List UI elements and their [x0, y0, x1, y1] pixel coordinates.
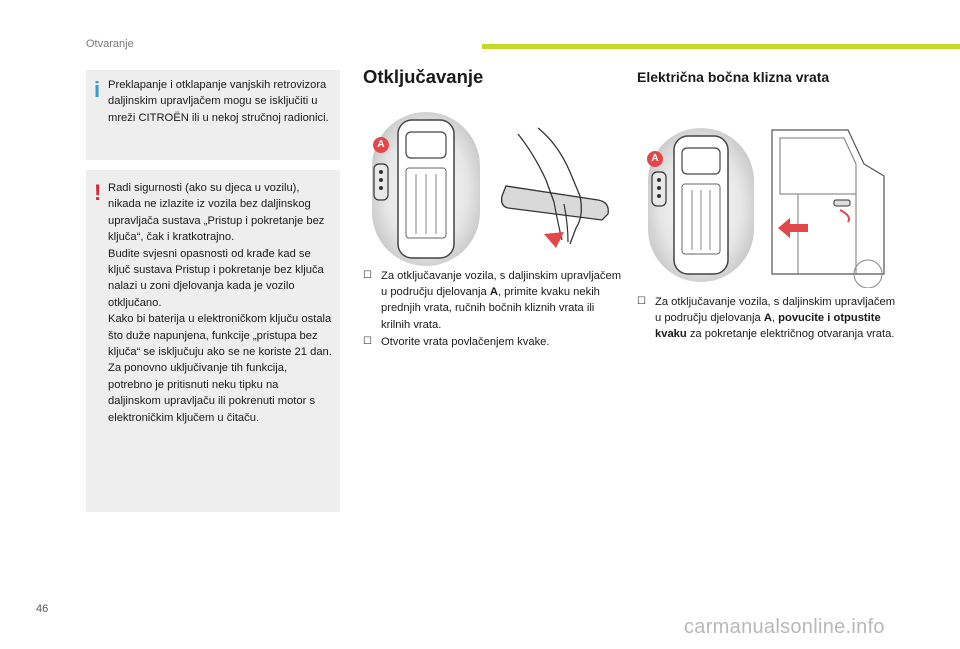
warning-icon: !	[94, 180, 102, 205]
unlocking-title: Otključavanje	[363, 66, 484, 87]
checkbox-bullet-icon: ☐	[363, 270, 372, 281]
watermark: carmanualsonline.info	[684, 616, 885, 638]
sliding-door-illustration	[768, 124, 888, 288]
info-text: Preklapanje i otklapanje vanjskih retrovizora daljinskim upravljačem mogu se isključiti u mreži CITROËN ili u nekoj stručnoj radionici.	[108, 79, 329, 124]
zone-a-marker: A	[373, 137, 389, 153]
step-text-mid: ,	[771, 312, 779, 325]
step-bold: A	[763, 312, 772, 325]
unlocking-steps	[363, 268, 621, 351]
header-section-label: Otvaranje	[86, 38, 134, 50]
step-text: Za otključavanje vozila, s daljinskim upravljačem u području djelovanja	[381, 270, 622, 299]
checkbox-bullet-icon: ☐	[363, 335, 372, 347]
vehicle-zone-illustration-2	[640, 126, 758, 286]
step-bold-2: povucite i otpustite kvaku	[655, 312, 881, 341]
step-bold: A	[489, 286, 498, 299]
warning-paragraph-4: Za ponovno uključivanje tih funkcija, potrebno je pritisnuti neku tipku na daljinskom upravljaču ili pokrenuti motor s elektroničkim ključem u čitaču.	[108, 362, 316, 424]
vehicle-zone-illustration	[362, 108, 484, 268]
sliding-door-steps	[637, 294, 897, 344]
warning-box	[86, 170, 340, 512]
hand-door-handle-illustration	[498, 124, 614, 250]
warning-paragraph-3: Kako bi baterija u elektroničkom ključu ostala što duže napunjena, funkcije „pristupa bez ključa“ se isključuju ako se ne koriste 21 dan.	[108, 313, 332, 359]
sliding-door-title: Električna bočna klizna vrata	[637, 69, 830, 85]
warning-paragraph-2: Budite svjesni opasnosti od krađe kad se ključ sustava Pristup i pokretanje bez ključa nalazi u zoni djelovanja kada je vozilo otključano.	[108, 247, 324, 309]
info-box	[86, 70, 340, 160]
header-accent-bar	[482, 44, 960, 49]
page-number: 46	[36, 603, 49, 615]
step-text: Otvorite vrata povlačenjem kvake.	[381, 335, 550, 348]
warning-paragraph-1: Radi sigurnosti (ako su djeca u vozilu), nikada ne izlazite iz vozila bez daljinskog upravljača sustava „Pristup i pokretanje bez ključa“, čak i kratkotrajno.	[108, 182, 325, 244]
zone-a-marker-2: A	[647, 151, 663, 167]
checkbox-bullet-icon: ☐	[637, 296, 646, 307]
list-item	[363, 334, 621, 350]
step-text-end: za pokretanje električnog otvaranja vrata.	[686, 328, 895, 341]
list-item	[637, 294, 897, 343]
info-icon: i	[94, 77, 101, 102]
step-text-end: , primite kvaku nekih prednjih vrata, ručnih bočnih kliznih vrata ili krilnih vrata.	[381, 286, 600, 331]
step-text: Za otključavanje vozila, s daljinskim upravljačem u području djelovanja	[655, 296, 896, 325]
list-item	[363, 268, 621, 333]
